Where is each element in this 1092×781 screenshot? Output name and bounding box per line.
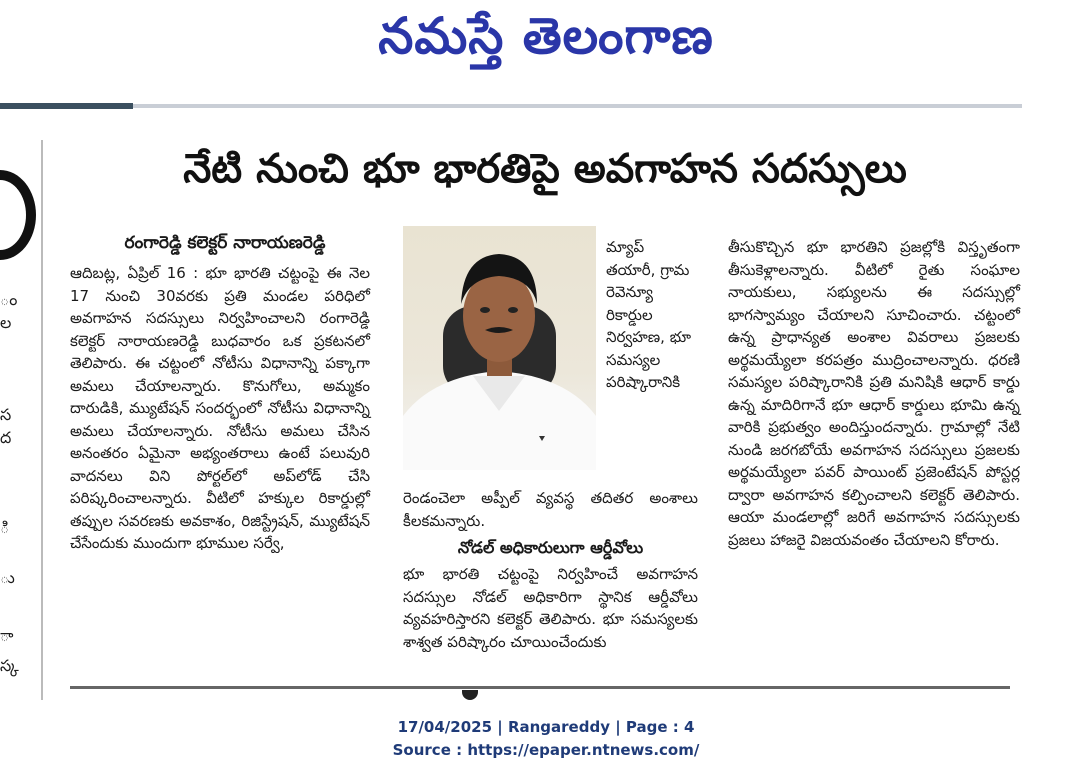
adjacent-column-fragment: ా (0, 626, 14, 645)
article-column-2-continue: రెండంచెలా అప్పీల్ వ్యవస్థ తదితర అంశాలు కీలకమన్నారు. (403, 489, 698, 530)
article-subheading: నోడల్ అధికారులుగా ఆర్డీవోలు (457, 538, 644, 557)
article-column-2-side: మ్యాప్ తయారీ, గ్రామ రెవెన్యూ రికార్డుల నిర్వహణ, భూ సమస్యల పరిష్కారానికి (606, 238, 691, 391)
adjacent-column-fragment: ల (0, 313, 12, 332)
portrait-illustration (403, 226, 596, 470)
adjacent-column-fragment: ం (0, 290, 18, 309)
footer-date-page: 17/04/2025 | Rangareddy | Page : 4 (397, 718, 695, 736)
article-column-2-body: భూ భారతి చట్టంపై నిర్వహించే అవగాహన సదస్సుల నోడల్ అధికారిగా స్థానిక ఆర్డీవోలు వ్యవహరిస్తారని కలెక్టర్ తెలిపారు. భూ సమస్యలకు శాశ్వత పరిష్కారం చూయించేందుకు (403, 565, 698, 651)
adjacent-column-fragment: ు (0, 568, 15, 587)
masthead-logo: నమస్తే తెలంగాణ (378, 6, 714, 65)
collector-photo (403, 226, 596, 470)
masthead-rule-dark (0, 103, 133, 109)
adjacent-column-fragment: ి (0, 518, 10, 537)
adjacent-column-glyph (0, 170, 36, 260)
article-column-1: ఆదిబట్ల, ఏప్రిల్ 16 : భూ భారతి చట్టంపై ఈ నెల 17 నుంచి 30వరకు ప్రతి మండల పరిధిలో అవగాహన సదస్సులు నిర్వహించాలని రంగారెడ్డి కలెక్టర్ నారాయణరెడ్డి బుధవారం ఒక ప్రకటనలో తెలిపారు. ఈ చట్టంలో నోటీసు విధానాన్ని పక్కాగా అమలు చేయాలన్నారు. కొనుగోలు, అమ్మకం దారుడికి, మ్యుటేషన్ సందర్భంలో నోటీసు విధానాన్ని అమలు చేయాలన్నారు. నోటీసు అమలు చేసిన అనంతరం ఏమైనా అభ్యంతరాలు ఉంటే పలువురి వాదనలు విని పోర్టల్‌లో అప్‌లోడ్ చేసి పరిష్కరించాలన్నారు. వీటిలో హక్కుల రికార్డుల్లో తప్పుల సవరణకు అవకాశం, రిజిస్ట్రేషన్, మ్యుటేషన్ చేసేందుకు ముందుగా భూముల సర్వే, (70, 264, 370, 552)
article-bottom-ornament (462, 690, 478, 700)
article-byline: రంగారెడ్డి కలెక్టర్ నారాయణరెడ్డి (124, 233, 326, 253)
article-column-3: తీసుకొచ్చిన భూ భారతిని ప్రజల్లోకి విస్తృతంగా తీసుకెళ్లాలన్నారు. వీటిలో రైతు సంఘాల నాయకులు, సభ్యులను ఈ సదస్సుల్లో భాగస్వామ్యం చేయాలని సూచించారు. చట్టంలో ఉన్న ప్రాధాన్యత అంశాల వివరాలు ప్రజలకు అర్థమయ్యేలా కరపత్రం ముద్రించాలన్నారు. ధరణి సమస్యల పరిష్కారానికి ప్రతి మనిషికి ఆధార్ కార్డు ఉన్న మాదిరిగానే భూ ఆధార్ కార్డులు భూమి ఉన్న వారికి ప్రభుత్వం అందిస్తుందన్నారు. గ్రామాల్లో నేటి నుండి జరగబోయే అవగాహన సదస్సులు ప్రజలకు అర్థమయ్యేలా పవర్ పాయింట్ ప్రజెంటేషన్ పోస్టర్ల ద్వారా అవగాహన కల్పించాలని కలెక్టర్ తెలిపారు. ఆయా మండలాల్లో జరిగే అవగాహన సదస్సులకు ప్రజలు హాజరై విజయవంతం చేయాలని కోరారు. (728, 238, 1020, 549)
masthead-rule-light (133, 104, 1022, 108)
footer-source: Source : https://epaper.ntnews.com/ (392, 741, 700, 759)
article-headline: నేటి నుంచి భూ భారతిపై అవగాహన సదస్సులు (183, 146, 907, 192)
adjacent-column-fragment: స్క (0, 656, 19, 675)
column-divider (41, 140, 43, 700)
adjacent-column-fragment: స (0, 405, 12, 424)
article-bottom-rule (70, 686, 1010, 689)
adjacent-column-fragment: ద (0, 428, 12, 447)
